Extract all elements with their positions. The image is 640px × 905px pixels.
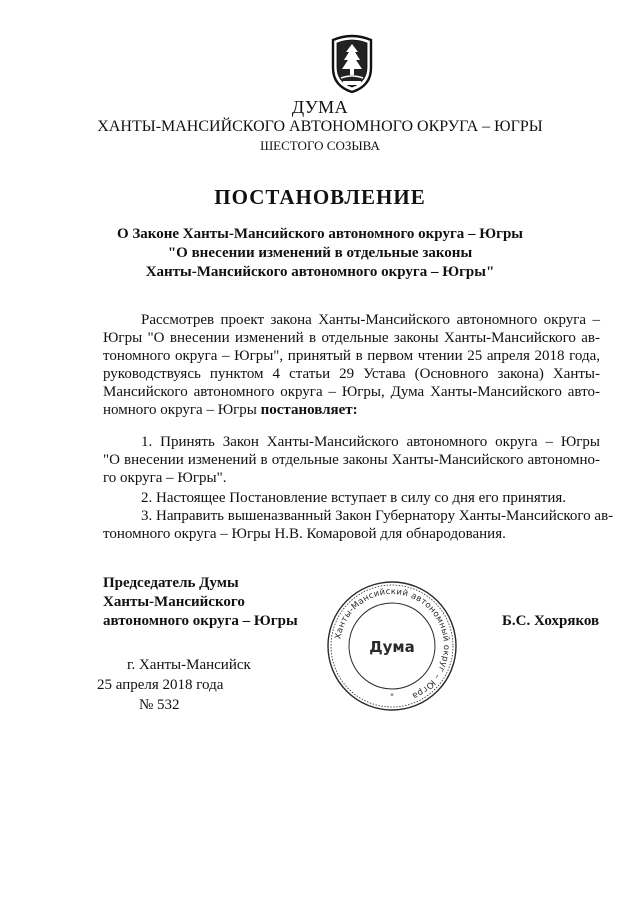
signer-name: Б.С. Хохряков bbox=[502, 613, 600, 629]
org-name: ДУМА bbox=[291, 97, 349, 117]
preamble-line: Югры "О внесении изменений в отдельные законы Ханты-Мансийского ав- bbox=[103, 330, 600, 346]
official-seal bbox=[325, 579, 459, 713]
item-line: тономного округа – Югры Н.В. Комаровой для обнародования. bbox=[103, 526, 506, 542]
item-line: го округа – Югры". bbox=[103, 470, 227, 486]
preamble-line: тономного округа – Югры", принятый в первом чтении 25 апреля 2018 года, bbox=[103, 348, 600, 364]
issue-place: г. Ханты-Мансийск bbox=[127, 657, 251, 673]
decision-item-2 bbox=[103, 489, 600, 507]
decision-verb: постановляет: bbox=[260, 402, 358, 418]
preamble bbox=[103, 311, 600, 419]
item-line: 2. Настоящее Постановление вступает в силу со дня его принятия. bbox=[141, 490, 567, 506]
subject-line-1: О Законе Ханты-Мансийского автономного округа – Югры bbox=[116, 226, 524, 242]
item-line: 3. Направить вышеназванный Закон Губернатору Ханты-Мансийского ав- bbox=[141, 508, 614, 524]
issue-date: 25 апреля 2018 года bbox=[97, 677, 224, 693]
preamble-line-text: номного округа – Югры bbox=[103, 402, 257, 418]
document-type: ПОСТАНОВЛЕНИЕ bbox=[214, 185, 426, 209]
signatory-title bbox=[103, 574, 298, 631]
signatory-title-line: автономного округа – Югры bbox=[103, 613, 298, 629]
coat-of-arms-icon bbox=[329, 34, 375, 94]
preamble-line: руководствуясь пунктом 4 статьи 29 Устава (Основного закона) Ханты- bbox=[103, 366, 600, 382]
svg-text:*: * bbox=[390, 692, 394, 700]
preamble-line bbox=[103, 401, 600, 419]
signatory-title-line: Ханты-Мансийского bbox=[103, 594, 245, 610]
document-number: № 532 bbox=[139, 697, 180, 713]
item-line: 1. Принять Закон Ханты-Мансийского автономного округа – Югры bbox=[141, 434, 600, 450]
preamble-line: Рассмотрев проект закона Ханты-Мансийского автономного округа – bbox=[141, 312, 600, 328]
region-name: ХАНТЫ-МАНСИЙСКОГО АВТОНОМНОГО ОКРУГА – ЮГРЫ bbox=[97, 118, 543, 135]
subject-line-2: "О внесении изменений в отдельные законы bbox=[167, 245, 473, 261]
decision-item-3 bbox=[103, 507, 614, 543]
item-line: "О внесении изменений в отдельные законы Ханты-Мансийского автономно- bbox=[103, 452, 600, 468]
seal-ring-text: Ханты-Мансийский автономный округ – Югра bbox=[333, 586, 452, 701]
convocation: ШЕСТОГО СОЗЫВА bbox=[260, 138, 380, 153]
seal-center-text: Дума bbox=[369, 638, 415, 656]
subject-line-3: Ханты-Мансийского автономного округа – Югры" bbox=[145, 264, 495, 280]
decision-item-1 bbox=[103, 433, 600, 487]
signatory-title-line: Председатель Думы bbox=[103, 575, 239, 591]
preamble-line: Мансийского автономного округа – Югры, Дума Ханты-Мансийского авто- bbox=[103, 384, 600, 400]
